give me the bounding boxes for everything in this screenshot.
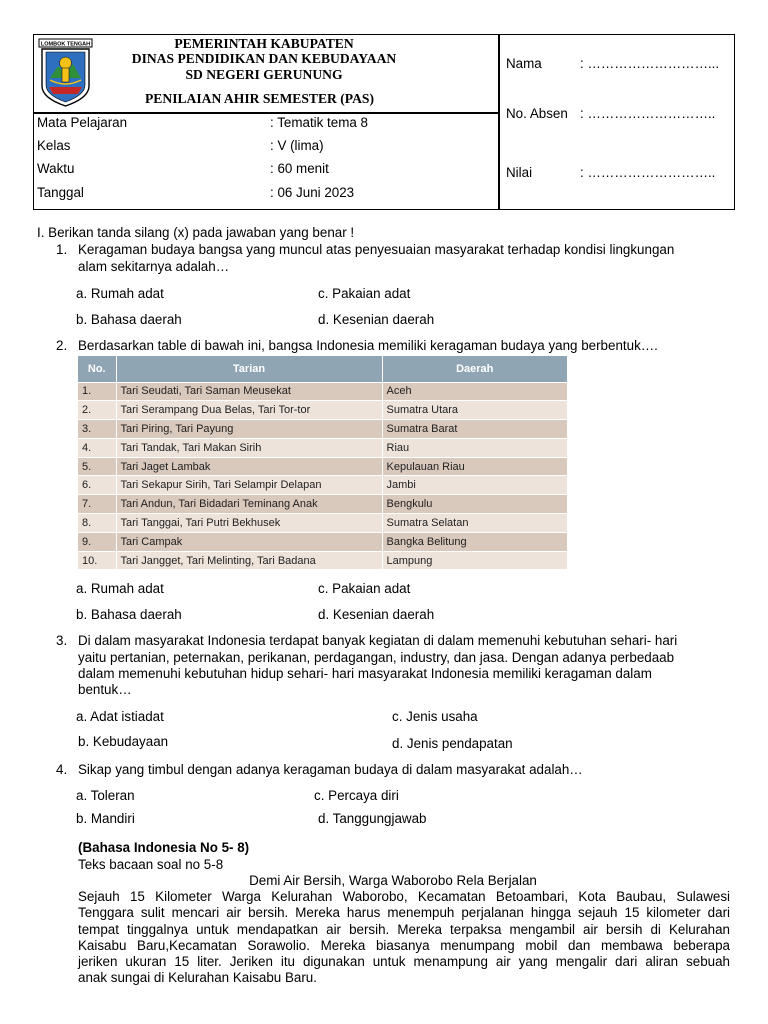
school-logo-icon	[38, 38, 93, 108]
table-cell: 1.	[78, 382, 116, 401]
table-header-cell: Tarian	[116, 356, 382, 382]
table-header-cell: No.	[78, 356, 116, 382]
table-cell: Tari Tandak, Tari Makan Sirih	[116, 438, 382, 457]
q1-number: 1.	[56, 242, 68, 257]
header-exam: PENILAIAN AHIR SEMESTER (PAS)	[145, 91, 374, 106]
q3-option-a: a. Adat istiadat	[76, 709, 164, 724]
q2-option-d: d. Kesenian daerah	[318, 607, 435, 622]
header-divider-vertical	[498, 34, 500, 210]
table-cell: Tari Andun, Tari Bidadari Teminang Anak	[116, 495, 382, 514]
q3-text-line4: bentuk…	[78, 682, 132, 697]
info-value-mapel: : Tematik tema 8	[270, 115, 368, 130]
q2-option-c: c. Pakaian adat	[318, 581, 411, 596]
table-cell: 5.	[78, 457, 116, 476]
passage-line: anak sungai di Kelurahan Kaisabu Baru.	[78, 970, 317, 986]
table-row	[78, 382, 568, 401]
q3-option-d: d. Jenis pendapatan	[392, 736, 513, 751]
q3-text-line3: dalam memenuhi kebutuhan hidup sehari- hari masyarakat Indonesia memiliki keragaman dalam	[78, 666, 652, 681]
info-label-tanggal: Tanggal	[37, 185, 84, 200]
q4-option-a: a. Toleran	[76, 788, 135, 803]
table-cell: Tari Seudati, Tari Saman Meusekat	[116, 382, 382, 401]
table-row	[78, 438, 568, 457]
q4-option-b: b. Mandiri	[76, 811, 135, 826]
q3-text-line1: Di dalam masyarakat Indonesia terdapat banyak kegiatan di dalam memenuhi kebutuhan sehari- hari	[78, 633, 678, 648]
table-cell: Tari Campak	[116, 532, 382, 551]
header-gov: PEMERINTAH KABUPATEN	[174, 36, 354, 51]
table-cell: Tari Jangget, Tari Melinting, Tari Badana	[116, 551, 382, 570]
info-label-waktu: Waktu	[37, 161, 75, 176]
reading-passage	[78, 889, 730, 987]
table-row	[78, 551, 568, 570]
q4-option-d: d. Tanggungjawab	[318, 811, 427, 826]
table-cell: Tari Tanggai, Tari Putri Bekhusek	[116, 514, 382, 533]
logo-text: LOMBOK TENGAH	[40, 41, 91, 48]
table-row	[78, 457, 568, 476]
table-row	[78, 514, 568, 533]
q2-option-b: b. Bahasa daerah	[76, 607, 182, 622]
table-cell: Tari Serampang Dua Belas, Tari Tor-tor	[116, 401, 382, 420]
q4-option-c: c. Percaya diri	[314, 788, 399, 803]
info-value-tanggal: : 06 Juni 2023	[270, 185, 355, 200]
q4-number: 4.	[56, 762, 68, 777]
table-cell: Riau	[382, 438, 568, 457]
table-cell: 9.	[78, 532, 116, 551]
q1-option-c: c. Pakaian adat	[318, 286, 411, 301]
passage-line: Kaisabu Baru,Kecamatan Sorawolio. Mereka biasanya menumpang mobil dan membawa beberapa	[78, 937, 730, 953]
table-cell: Tari Jaget Lambak	[116, 457, 382, 476]
table-cell: Aceh	[382, 382, 568, 401]
table-cell: 6.	[78, 476, 116, 495]
table-cell: Kepulauan Riau	[382, 457, 568, 476]
info-label-kelas: Kelas	[37, 138, 71, 153]
q4-text: Sikap yang timbul dengan adanya keragaman budaya di dalam masyarakat adalah…	[78, 762, 583, 777]
passage-line: Tenggara sulit mencari air bersih. Mereka harus menempuh perjalanan hingga sejauh 15 kilometer dari	[78, 905, 730, 921]
passage-line: tempat tinggalnya untuk mendapatkan air bersih. Mereka terpaksa mengambil air bersih di Kelurahan	[78, 921, 730, 937]
table-row	[78, 532, 568, 551]
table-cell: 10.	[78, 551, 116, 570]
table-cell: Tari Sekapur Sirih, Tari Selampir Delapan	[116, 476, 382, 495]
q2-text: Berdasarkan table di bawah ini, bangsa Indonesia memiliki keragaman budaya yang berbentuk….	[78, 338, 658, 353]
header-school: SD NEGERI GERUNUNG	[185, 67, 343, 82]
absen-label: No. Absen	[506, 106, 568, 121]
table-header-cell: Daerah	[382, 356, 568, 382]
table-cell: 2.	[78, 401, 116, 420]
table-cell: Sumatra Utara	[382, 401, 568, 420]
table-cell: Sumatra Selatan	[382, 514, 568, 533]
q1-option-d: d. Kesenian daerah	[318, 312, 435, 327]
q3-number: 3.	[56, 633, 68, 648]
nama-field: : ………………………...	[580, 56, 720, 71]
q3-option-b: b. Kebudayaan	[78, 734, 169, 749]
nilai-field: : ………………………..	[580, 165, 716, 180]
nama-label: Nama	[506, 56, 542, 71]
bi-subheading: Teks bacaan soal no 5-8	[78, 857, 224, 872]
q1-text-line2: alam sekitarnya adalah…	[78, 259, 230, 274]
section-instruction: I. Berikan tanda silang (x) pada jawaban yang benar !	[37, 225, 355, 240]
table-cell: 7.	[78, 495, 116, 514]
bi-heading: (Bahasa Indonesia No 5- 8)	[78, 840, 250, 855]
table-row	[78, 476, 568, 495]
table-cell: Bangka Belitung	[382, 532, 568, 551]
table-cell: Bengkulu	[382, 495, 568, 514]
q2-option-a: a. Rumah adat	[76, 581, 164, 596]
header-dept: DINAS PENDIDIKAN DAN KEBUDAYAAN	[131, 51, 397, 66]
q1-option-b: b. Bahasa daerah	[76, 312, 182, 327]
q3-option-c: c. Jenis usaha	[392, 709, 478, 724]
absen-field: : ………………………..	[580, 106, 716, 121]
table-cell: 4.	[78, 438, 116, 457]
table-header-row	[78, 356, 568, 382]
q2-number: 2.	[56, 338, 68, 353]
table-cell: Lampung	[382, 551, 568, 570]
passage-line: jeriken ukuran 15 liter. Jeriken itu digunakan untuk menampung air yang mengalir dari aliran sebuah	[78, 954, 730, 970]
dance-table	[78, 356, 568, 570]
table-row	[78, 401, 568, 420]
info-value-kelas: : V (lima)	[270, 138, 324, 153]
table-cell: 3.	[78, 420, 116, 439]
table-cell: Tari Piring, Tari Payung	[116, 420, 382, 439]
header-divider-horizontal	[33, 112, 499, 114]
q3-text-line2: yaitu pertanian, peternakan, perikanan, perdagangan, industry, dan jasa. Dengan adanya perbedaab	[78, 650, 675, 665]
nilai-label: Nilai	[506, 165, 533, 180]
table-cell: Sumatra Barat	[382, 420, 568, 439]
q1-text-line1: Keragaman budaya bangsa yang muncul atas penyesuaian masyarakat terhadap kondisi lingkungan	[78, 242, 675, 257]
table-cell: 8.	[78, 514, 116, 533]
table-row	[78, 495, 568, 514]
table-row	[78, 420, 568, 439]
info-label-mapel: Mata Pelajaran	[37, 115, 128, 130]
reading-title: Demi Air Bersih, Warga Waborobo Rela Berjalan	[249, 873, 537, 888]
table-cell: Jambi	[382, 476, 568, 495]
q1-option-a: a. Rumah adat	[76, 286, 164, 301]
info-value-waktu: : 60 menit	[270, 161, 329, 176]
passage-line: Sejauh 15 Kilometer Warga Kelurahan Waborobo, Kecamatan Betoambari, Kota Baubau, Sulawesi	[78, 889, 730, 904]
